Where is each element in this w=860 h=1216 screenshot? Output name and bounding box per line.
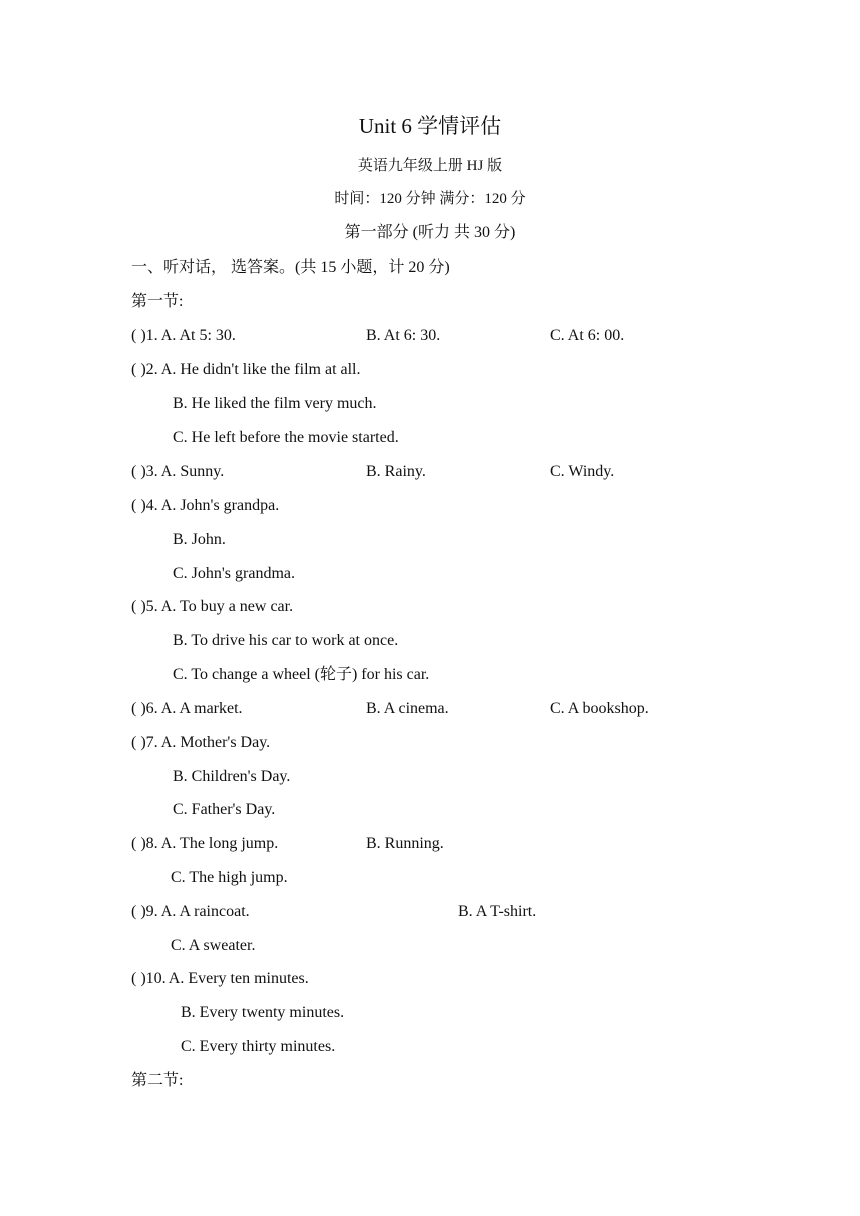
page-title: Unit 6 学情评估 xyxy=(358,114,502,138)
question-2-option-c: C. He left before the movie started. xyxy=(173,429,399,446)
question-6-option-c: C. A bookshop. xyxy=(550,700,649,717)
question-10-option-b: B. Every twenty minutes. xyxy=(181,1004,345,1021)
question-6-option-b: B. A cinema. xyxy=(366,700,449,717)
question-4-option-c: C. John's grandma. xyxy=(173,565,295,582)
question-2-option-b: B. He liked the film very much. xyxy=(173,395,377,412)
question-4-option-b: B. John. xyxy=(173,531,226,548)
question-3: ( )3. A. Sunny. xyxy=(131,463,225,480)
question-8: ( )8. A. The long jump. xyxy=(131,835,279,852)
page-subtitle: 英语九年级上册 HJ 版 xyxy=(357,158,503,174)
question-2: ( )2. A. He didn't like the film at all. xyxy=(131,361,361,378)
question-5-option-c: C. To change a wheel (轮子) for his car. xyxy=(173,666,430,683)
subsection-2-heading: 第二节: xyxy=(131,1072,184,1089)
question-5-option-b: B. To drive his car to work at once. xyxy=(173,632,399,649)
question-7: ( )7. A. Mother's Day. xyxy=(131,734,271,751)
question-8-option-b: B. Running. xyxy=(366,835,444,852)
exam-meta: 时间：120 分钟 满分：120 分 xyxy=(334,191,526,207)
question-1-option-b: B. At 6: 30. xyxy=(366,327,441,344)
question-7-option-b: B. Children's Day. xyxy=(173,768,291,785)
question-3-option-c: C. Windy. xyxy=(550,463,615,480)
question-9-option-c: C. A sweater. xyxy=(171,937,256,954)
question-9-option-b: B. A T-shirt. xyxy=(458,903,537,920)
question-1: ( )1. A. At 5: 30. xyxy=(131,327,236,344)
question-8-option-c: C. The high jump. xyxy=(171,869,288,886)
question-6: ( )6. A. A market. xyxy=(131,700,243,717)
question-4: ( )4. A. John's grandpa. xyxy=(131,497,280,514)
question-9: ( )9. A. A raincoat. xyxy=(131,903,250,920)
section-heading: 一、听对话， 选答案。(共 15 小题，计 20 分) xyxy=(131,259,450,276)
question-10-option-c: C. Every thirty minutes. xyxy=(181,1038,336,1055)
question-10: ( )10. A. Every ten minutes. xyxy=(131,970,309,987)
question-5: ( )5. A. To buy a new car. xyxy=(131,598,294,615)
subsection-1-heading: 第一节: xyxy=(131,293,184,310)
question-3-option-b: B. Rainy. xyxy=(366,463,426,480)
question-1-option-c: C. At 6: 00. xyxy=(550,327,625,344)
part-heading: 第一部分 (听力 共 30 分) xyxy=(344,224,516,241)
question-7-option-c: C. Father's Day. xyxy=(173,801,276,818)
